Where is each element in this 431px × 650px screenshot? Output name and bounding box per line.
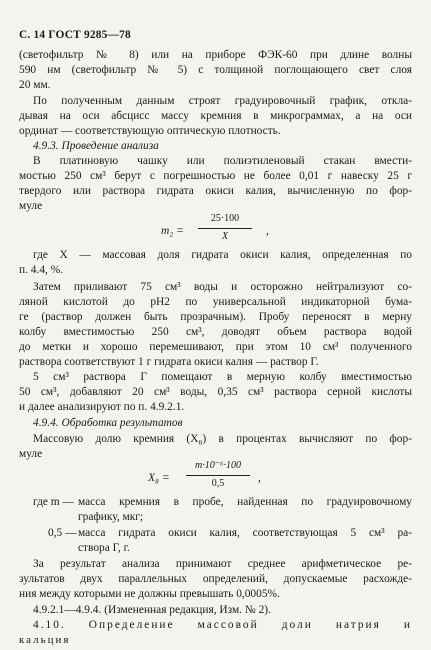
text-line: Затем приливают 75 см³ воды и осторожно нейтрализуют со- <box>33 281 412 293</box>
text-line: муле <box>19 448 43 460</box>
amendment-note: 4.9.2.1—4.9.4. (Измененная редакция, Изм. № 2). <box>33 604 271 616</box>
formula-numerator: m·10⁻⁶·100 <box>195 460 241 471</box>
text-line: муле <box>19 200 43 212</box>
formula-numerator: 25·100 <box>210 213 240 224</box>
text-line: ния между которыми не должны превышать 0,0005%. <box>19 588 280 600</box>
text-line: 5 см³ раствора Г помещают в мерную колбу вместимостью <box>33 371 412 383</box>
text-line: и далее анализируют по п. 4.9.2.1. <box>19 401 185 413</box>
text-line: ординат — соответствующую оптическую плотность. <box>19 125 281 137</box>
section-heading: 4.9.3. Проведение анализа <box>33 140 159 152</box>
text-line: мостью 250 см³ берут с погрешностью не более 0,01 г навеску 25 г <box>19 170 412 182</box>
where-lead: 0,5 — <box>48 527 77 539</box>
text-line: где X — массовая доля гидрата окиси калия, определенная по <box>33 249 412 261</box>
text-line: раствора соответствуют 1 г гидрата окиси калия — раствор Г. <box>19 356 319 368</box>
fraction-bar <box>198 228 252 229</box>
formula-denominator: 0,5 <box>211 478 225 489</box>
page-header: С. 14 ГОСТ 9285—78 <box>19 29 131 41</box>
text-line: до метки и хорошо перемешивают, при этом 10 см³ полученного <box>19 341 412 353</box>
text-line: ге (раствор должен быть прозрачным). Пробу переносят в мерну <box>19 311 412 323</box>
fraction-bar <box>186 475 250 476</box>
text-line: п. 4.4, %. <box>19 264 64 276</box>
text-line: (светофильтр № 8) или на приборе ФЭК-60 при длине волны <box>19 49 412 61</box>
formula-lhs: X₈ = <box>148 472 170 484</box>
text-line: масса кремния в пробе, найденная по градуировочному <box>78 496 412 508</box>
text-line: графику, мкг; <box>78 511 144 523</box>
text-line: зультатов двух параллельных определений, допускаемые расхожде- <box>19 573 412 585</box>
formula-lhs: m₂ = <box>161 225 184 237</box>
text-line: масса гидрата окиси калия, соответствующая 5 см³ ра- <box>78 527 412 539</box>
text-line: твердого или раствора гидрата окиси калия, вычисленную по фор- <box>19 185 412 197</box>
text-line: 590 нм (светофильтр № 5) с толщиной поглощающего свет слоя <box>19 64 412 76</box>
section-heading-cont: кальция <box>19 634 71 646</box>
section-heading: 4.10. Определение массовой доли натрия и <box>33 619 412 631</box>
text-line: За результат анализа принимают среднее арифметическое ре- <box>33 558 412 570</box>
text-line: 20 мм. <box>19 79 51 91</box>
where-lead: где m — <box>33 496 74 508</box>
formula-denominator: X <box>221 231 229 242</box>
formula-tail: , <box>258 472 261 484</box>
text-line: 50 см³, добавляют 20 см³ воды, 0,35 см³ раствора серной кислоты <box>19 386 412 398</box>
text-line: По полученным данным строят градуировочный график, откла- <box>33 95 412 107</box>
text-line: ляной кислотой до рН2 по универсальной индикаторной бума- <box>19 296 412 308</box>
text-line: Массовую долю кремния (X₈) в процентах вычисляют по фор- <box>33 433 412 445</box>
text-line: створа Г, г. <box>78 542 130 554</box>
text-line: колбу вместимостью 250 см³, доводят объем раствора водой <box>19 326 412 338</box>
formula-tail: , <box>266 225 269 237</box>
text-line: дывая на оси абсцисс массу кремния в микрограммах, а на оси <box>19 110 412 122</box>
section-heading: 4.9.4. Обработка результатов <box>33 417 183 429</box>
text-line: В платиновую чашку или полиэтиленовый стакан вмести- <box>33 155 412 167</box>
